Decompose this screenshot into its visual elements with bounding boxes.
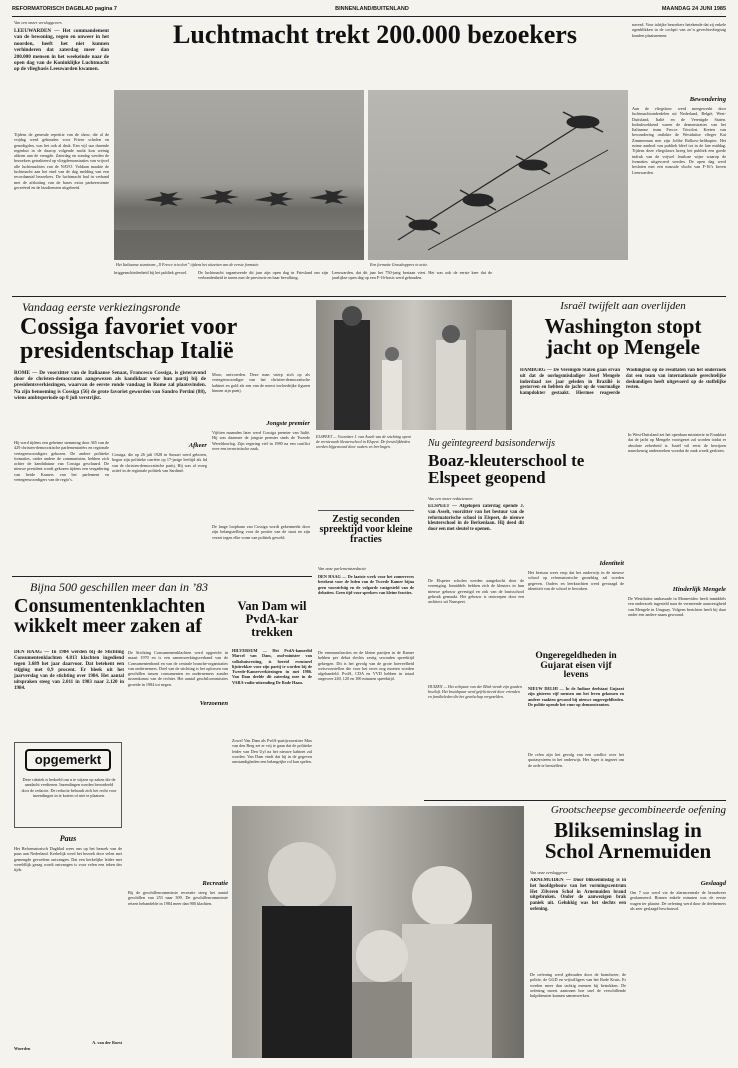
cossiga-body3: Moro, ontvoerden. Deze man wierp zich op als vertegenwoordiger van het christen-democratische kabinet en gold als een van de meest invloedrijke figuren binnen zijn partij. bbox=[212, 372, 310, 393]
consumenten-kicker: Bijna 500 geschillen meer dan in ’83 bbox=[30, 580, 208, 594]
luchtmacht-col4: De luchtmacht organiseerde dit jaar zijn open dag in Friesland om zijn verbondenheid te tonen met de provincie en haar bevolking. bbox=[198, 270, 328, 281]
masthead-right: MAANDAG 24 JUNI 1985 bbox=[661, 6, 726, 12]
boaz-kicker: Nu geïntegreerd basisonderwijs bbox=[428, 438, 556, 449]
zestig-headline: Zestig seconden spreektijd voor kleine fracties bbox=[319, 514, 413, 546]
paus-place: Woerden bbox=[14, 1046, 31, 1051]
cossiga-lead: ROME — De voorzitter van de Italiaanse Senaat, Francesco Cossiga, is gisteravond door de christen-democraten aangewezen als kandidaat voor hun partij bij de presidentsverkiezingen, waarvan de eerste ronde vandaag in Rome zal plaatsvinden. Na zijn benoeming is Cossiga (56) de grote favoriet geworden van Sandro Pertini (88), wiens ambtsperiode op 8 juli verstrijkt. bbox=[14, 370, 206, 401]
blikseminslag-headline: Blikseminslag in Schol Arnemuiden bbox=[544, 818, 712, 864]
blikseminslag-body: De oefening werd gehouden door de brandweer, de politie, de GGD en vrijwilligers van het Rode Kruis. Er werden meer dan tachtig mensen bij betrokken. De oefening moest aantonen hoe snel de verschillende hulpdiensten kunnen samenwerken. bbox=[530, 972, 626, 999]
consumenten-lead: DEN HAAG — In 1984 werden bij de Stichting Consumentenklachten 4.813 klachten ingediend tegen 3.689 het jaar daarvoor. Dat betekent een stijging met 0,9 procent. Er bleek uit het jaarverslag van de stichting over 1984. Het aantal uitspraken steeg van 2.011 in 1983 naar 2.120 in 1984. bbox=[14, 650, 124, 691]
luchtmacht-photo-right bbox=[368, 90, 628, 260]
blikseminslag-kicker: Grootscheepse gecombineerde oefening bbox=[550, 804, 726, 816]
gujarat-headline: Ongeregeldheden in Gujarat eisen vijf levens bbox=[535, 651, 617, 681]
subhead-afkeer: Afkeer bbox=[188, 442, 207, 449]
luchtmacht-body: Tijdens de generale repetitie van de show, die al de vrijdag werd gehouden voor Friese scholen en genodigden, was het ook al druk. Een vijf uur durende regenbui in de daarop volgende nacht kon weinig afdoen aan de vreugde. Zaterdag en zondag werden de bezoekers getrakteerd op vliegdemonstraties van vrijwel alle luchtmachten van de NAVO. Voldaan maakte de luchtmacht aan het eind van de dag melding van een recordaantal bezoekers. De luchtmacht had in verband met de afsluiting van de bases extra parkeerruimte gecreëerd en de busdiensten uitgebreid. bbox=[14, 132, 109, 190]
vandam-lead: HILVERSUM — Het PvdA-kamerlid Marcel van Dam, oud-minister van volkshuisvesting, is bereid eventueel lijsttrekker voor zijn partij te worden bij de Tweede-Kamerverkiezingen in mei 1986. Van Dam deelde dit zaterdag mee in de VARA-radio-uitzending De Rode Haan. bbox=[232, 648, 312, 685]
luchtmacht-col3: briggenschiedenheid bij het publiek gevoel. bbox=[114, 270, 188, 275]
huizen-photo bbox=[232, 806, 524, 1058]
subhead-recreatie: Recreatie bbox=[202, 880, 228, 887]
boaz-lead: ELSPEET — Afgelopen zaterdag opende J. van Asselt, voorzitter van het bestuur van de reformatorische school in Elspeet, de nieuwe kleuterschool in de Berkenlaan. Hij deed dit door een met sleutel te openen. bbox=[428, 504, 524, 533]
consumenten-body: De Stichting Consumentenklachten werd opgericht in maart 1970 en is een samenwerkingsverband van de Consumentenbond en van de centrale branche-organisaties van ondernemers. Doel van de stichting is het oplossen van geschillen tussen consumenten en ondernemers zonder tussenkomst van de rechter. Het aantal geschilcommissies groeide in 1984 tot negen. bbox=[128, 650, 228, 687]
cossiga-headline: Cossiga favoriet voor presidentschap Italië bbox=[20, 314, 237, 365]
mengele-kicker: Israël twijfelt aan overlijden bbox=[560, 300, 686, 312]
consumenten-body2: Bij de geschillencommissie recreatie steeg het aantal geschillen van 253 naar 309. De geschillencommissie reizen behandelde in 1984 meer dan 900 klachten. bbox=[128, 890, 228, 906]
opgemerkt-title: opgemerkt bbox=[34, 752, 102, 767]
subhead-paus: Paus bbox=[59, 834, 77, 843]
zestig-lead: DEN HAAG — De laatste week voor het zomerreces betekent voor de leden van de Tweede Kamer bijna geen voorzichtig en de volgorde vastgesteld van de debatten. Geen tijd voor sprekers van kleine fracties. bbox=[318, 574, 414, 595]
masthead-center: BINNENLAND/BUITENLAND bbox=[335, 6, 409, 12]
subhead-jongste-premier: Jongste premier bbox=[266, 420, 310, 427]
boaz-body2: Het bestuur wees erop dat het onderwijs in de nieuwe school op reformatorische grondslag zal worden gegeven. Ouders en leerkrachten werd gevraagd de identiteit van de school te bewaken. bbox=[528, 570, 624, 591]
gujarat-lead: NIEUW DELHI — In de Indiase deelstaat Gujarat zijn gisteren vijf mensen om het leven gekomen en andere raakten gewond bij nieuwe ongeregeldheden. De politie opende het vuur op demonstranten. bbox=[528, 686, 624, 707]
subhead-geslaagd: Geslaagd bbox=[700, 880, 726, 887]
luchtmacht-lead: LEEUWARDEN — Het commandement van de bewoning, regen en onweer in het noorden, heeft het niet kunnen verhinderen dat zaterdag meer dan 200.000 mensen in het weekeinde naar de open dag van de Koninklijke Luchtmacht op de vliegbasis Leeuwarden kwamen. bbox=[14, 28, 109, 73]
gujarat-body: De relen zijn het gevolg van een conflict over het quotasysteem in het onderwijs. Het leger is ingezet om de orde te herstellen. bbox=[528, 752, 624, 768]
zestig-box bbox=[318, 510, 414, 560]
consumenten-headline: Consumentenklachten wikkelt meer zaken af bbox=[14, 595, 206, 638]
vandam-headline: Van Dam wil PvdA-kar trekken bbox=[237, 599, 307, 639]
luchtmacht-headline: Luchtmacht trekt 200.000 bezoekers bbox=[173, 20, 577, 49]
opgemerkt-logo bbox=[25, 749, 111, 771]
luchtmacht-byline: Van een onzer verslaggevers bbox=[14, 20, 62, 25]
blikseminslag-byline: Van onze verslaggever bbox=[530, 870, 568, 875]
luchtmacht-caption-right: Een formatie Grasshoppers in actie. bbox=[370, 262, 429, 267]
paus-signature: A. van der Roest bbox=[92, 1040, 122, 1045]
cossiga-body2: Cossiga, die op 26 juli 1928 in Sassari werd geboren, begon zijn politieke carrière op 17-jarige leeftijd als lid van de christen-democratische partij. Hij was al vroeg actief in de regionale politiek van Sardinië. bbox=[112, 452, 207, 473]
cossiga-body5: De lange loopbaan van Cossiga wordt gekenmerkt door zijn belangstelling voor de positie van de staat en zijn verzet tegen elke vorm van politiek geweld. bbox=[212, 524, 310, 540]
luchtmacht-caption-left: Het Italiaanse stuntteam „Il Frecce tricolori” tijdens het uitzetten van de eerste formatie. bbox=[116, 262, 260, 267]
luchtmacht-right-col2: Aan de vliegshow werd meegewerkt door luchtmachtonderdelen uit Nederland, België, West-Duitsland, Italië en de Verenigde Staten. Indrukwekkend waren de demonstraties van het Italiaanse team Frecce Tricolori. Kreten van bewondering ontlokte de Westduitse vlieger Kai Zimmerman met zijn Jolibe Bölkow-helikopter. Het ruime aanbod van publiek bleef tot in de late middag. Tijdens deze vliegshows kreeg het publiek een goede indruk van de vrijwel foutloze wijze waarop de formaties uitgevoerd werden. De open dag werd besloten met een massale vlucht van F-16’s boven Leeuwarden. bbox=[632, 106, 726, 175]
subhead-verzoenen: Verzoenen bbox=[199, 700, 228, 707]
blikseminslag-body2: Om 7 uur werd via de alarmcentrale de brandweer gealarmeerd. Binnen enkele minuten was de eerste wagen ter plaatse. De oefening werd door de deelnemers als zeer geslaagd beschouwd. bbox=[630, 890, 726, 911]
luchtmacht-right-col1: naverd. Voor talrijke bezoekers betekende dat zij enkele ogenblikken in de cockpit van zo’n gevechtsvliegtuig konden plaatsnemen. bbox=[632, 22, 726, 38]
cossiga-kicker: Vandaag eerste verkiezingsronde bbox=[22, 300, 181, 314]
mengele-body2: De Westduitse ambassade in Montevideo heeft inmiddels een onderzoek ingesteld naar de vermeende aanwezigheid van Mengele in Uruguay. Volgens berichten heeft hij daar onder een andere naam gewoond. bbox=[628, 596, 726, 617]
elspeet-photo bbox=[316, 300, 512, 430]
boaz-body: De Elspeter scholen werden aangekocht door de vereniging. Inmiddels hebben zich de kleuters in hun nieuwe gebouw gevestigd en ook van de basisschool gebruik gemaakt. Het gebouw is ontworpen door een architect uit Nunspeet. bbox=[428, 578, 524, 605]
blikseminslag-lead: ARNEMUIDEN — Door blikseminslag is in het hoofdgebouw van het vormingscentrum Het Zilveren Schol in Arnemuiden brand uitgebroken. Onder de aanwezigen brak paniek uit. Gelukkig was het slechts een oefening. bbox=[530, 878, 626, 912]
paus-body: Het Reformatorisch Dagblad wees ons op het bezoek van de paus aan Nederland. Kerkelijk werd het bezoek door velen met gemengde gevoelens ontvangen. Dat een kerkelijke leider met wereldlijk gezag wordt ontvangen is voor velen een teken des tijds. bbox=[14, 846, 122, 873]
subhead-hinderlijk: Hinderlijk Mengele bbox=[672, 586, 726, 593]
masthead bbox=[12, 6, 726, 15]
opgemerkt-text: Deze rubriek is bedoeld om u te wijzen op zaken die de aandacht verdienen. Inzendingen worden beoordeeld door de redactie. De redactie behoudt zich het recht voor inzendingen in te korten of niet te plaatsen. bbox=[21, 777, 117, 798]
mengele-body: In West-Duitsland zei het openbaar ministerie in Frankfurt dat de jacht op Mengele voortgezet zal worden totdat er absolute zekerheid is. Israël wil eerst de bewijzen nauwkeurig onderzoeken voordat de zaak wordt gesloten. bbox=[628, 432, 726, 453]
cossiga-body1: Hij werd tijdens een geheime stemming door 365 van de 429 christen-democratische parlementariërs en regionale vertegenwoordigers gekozen. De andere politieke formaties, onder andere de communisten, hebben zich achter de kandidatuur van Cossiga geschaard. De nieuwe president wordt gekozen tijdens een vergadering van beide Kamers van het parlement en vertegenwoordigers van de regio’s. bbox=[14, 440, 109, 483]
zestig-body: De eenmansfracties en de kleine partijen in de Kamer hebben per debat slechts zestig seconden spreektijd gekregen. Dit is het gevolg van de grote hoeveelheid wetsvoorstellen die voor het reces nog moeten worden afgehandeld. PvdA, CDA en VVD hebben in totaal ongeveer 240, 120 en 100 minuten spreektijd. bbox=[318, 650, 414, 682]
boaz-byline: Van een onzer redacteuren bbox=[428, 496, 473, 501]
subhead-identiteit: Identiteit bbox=[599, 560, 624, 567]
opgemerkt-box bbox=[14, 742, 122, 828]
luchtmacht-photo-left bbox=[114, 90, 364, 260]
mengele-lead: HAMBURG — De Verenigde Staten gaan ervan uit dat de oorlogsmisdadiger Josef Mengele inderdaad zes jaar geleden in Brazilië is gestorven en hebben de jacht op de voormalige kampdokter gestaakt. Hiermee reageerde Washington op de resultaten van het onderzoek dat een team van internationale gerechtelijke deskundigen heeft uitgevoerd op de stoffelijke resten. bbox=[520, 368, 726, 397]
vandam-body: Zowel Van Dam als PvdA-partijvoorzitter Max van den Berg zei er vrij te gaan dat de politieke leider van Den Uyl na het nieuwe kabinet zal worden. Van Dam vindt dat hij in de gegeven omstandigheden een belangrijke rol kan spelen. bbox=[232, 738, 312, 765]
elspeet-caption: ELSPEET — Voorzitter J. van Asselt van de stichting opent de vernieuwde kleuterschool in Elspeet. De feestelijkheden werden bijgewoond door ouders en leerlingen. bbox=[316, 434, 411, 449]
mengele-headline: Washington stopt jacht op Mengele bbox=[544, 314, 702, 360]
boaz-headline: Boaz-kleuterschool te Elspeet geopend bbox=[428, 451, 585, 488]
zestig-byline: Van onze parlementsredactie bbox=[318, 566, 367, 571]
cossiga-body4: Vijftien maanden later werd Cossiga premier van Italië. Hij was daarmee de jongste premier sinds de Tweede Wereldoorlog. Zijn regering viel in 1980 na een conflict over een terroristische zaak. bbox=[212, 430, 310, 451]
luchtmacht-col5: Leeuwarden, dat dit jaar het 750-jarig bestaan viert. Het was ook de eerste keer dat de jaarlijkse open dag op een F-16-basis werd gehouden. bbox=[332, 270, 492, 281]
huizen-caption: HUIZEN — Het echtpaar van der Bliek vierde zijn gouden bruiloft. Het bruidspaar werd gefeliciteerd door vrienden en familieleden die het gezelschap vergezelden. bbox=[428, 684, 522, 699]
masthead-left: REFORMATORISCH DAGBLAD pagina 7 bbox=[12, 6, 117, 12]
subhead-bewondering: Bewondering bbox=[689, 96, 726, 103]
